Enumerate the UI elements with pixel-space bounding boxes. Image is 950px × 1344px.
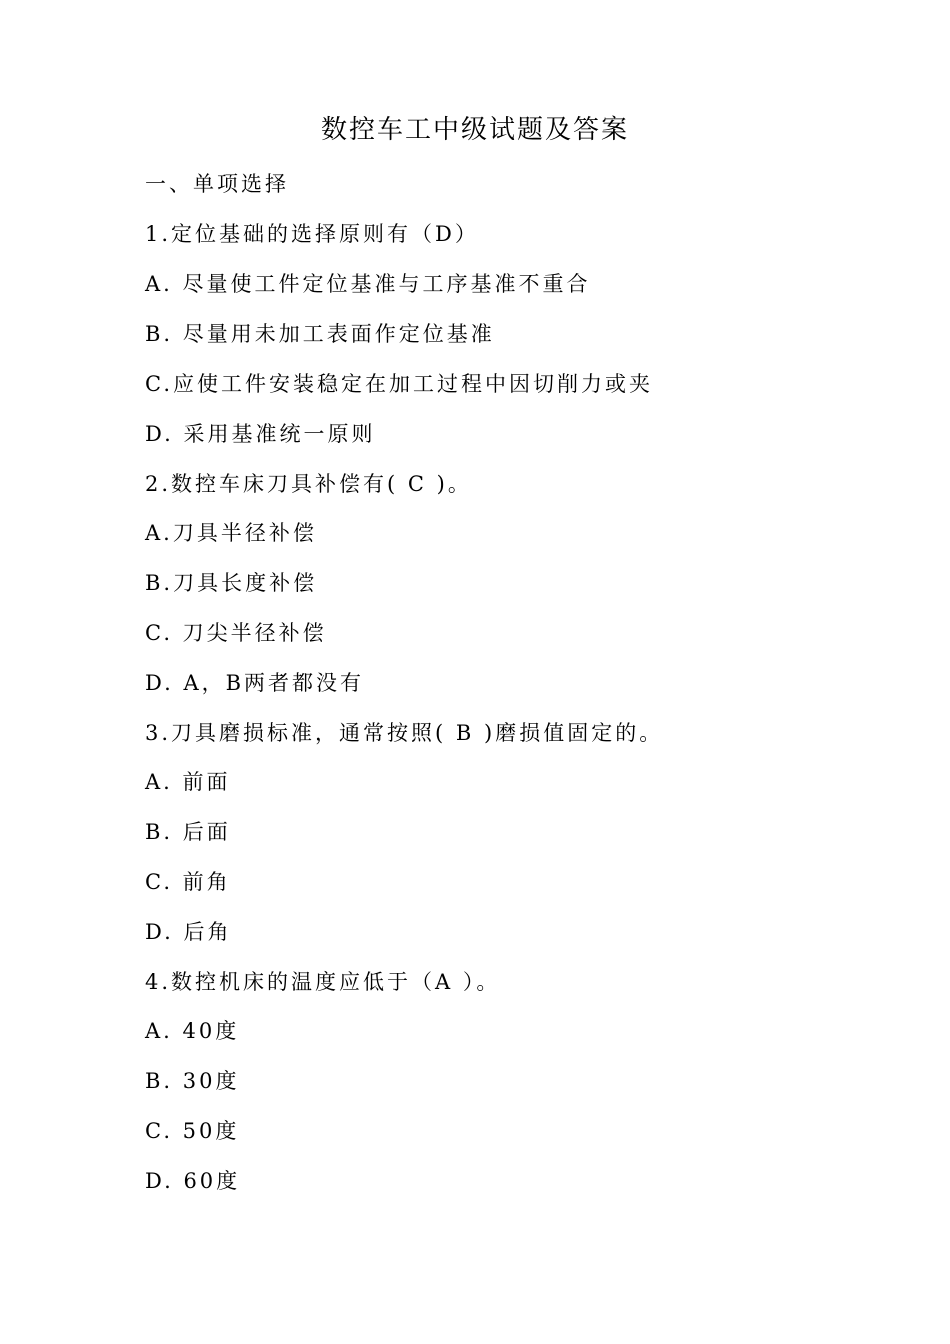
question-3-option-d: D. 后角 [145, 920, 232, 944]
question-4-option-c: C. 50度 [145, 1119, 240, 1143]
question-2-option-c: C. 刀尖半径补偿 [145, 621, 327, 645]
question-1-option-d: D. 采用基准统一原则 [145, 422, 376, 446]
question-4-option-b: B. 30度 [145, 1069, 240, 1093]
document-title: 数控车工中级试题及答案 [320, 115, 629, 145]
question-2: 2.数控车床刀具补偿有( C )。 [145, 472, 472, 496]
question-3-option-a: A. 前面 [145, 770, 231, 794]
question-2-option-a: A.刀具半径补偿 [145, 521, 317, 545]
question-4-option-a: A. 40度 [145, 1019, 240, 1043]
question-1-option-b: B. 尽量用未加工表面作定位基准 [145, 322, 495, 346]
question-2-option-d: D. A，B两者都没有 [145, 671, 365, 695]
question-3-option-b: B. 后面 [145, 820, 231, 844]
question-4-option-d: D. 60度 [145, 1169, 241, 1193]
question-1-option-c: C.应使工件安装稳定在加工过程中因切削力或夹 [145, 372, 653, 396]
question-4: 4.数控机床的温度应低于（A ）。 [145, 970, 501, 994]
section-heading: 一、单项选择 [145, 172, 289, 196]
question-2-option-b: B.刀具长度补偿 [145, 571, 318, 595]
question-3-option-c: C. 前角 [145, 870, 231, 894]
question-1-option-a: A. 尽量使工件定位基准与工序基准不重合 [145, 272, 591, 296]
question-1: 1.定位基础的选择原则有（D） [145, 222, 479, 246]
question-3: 3.刀具磨损标准，通常按照( B )磨损值固定的。 [145, 721, 664, 745]
